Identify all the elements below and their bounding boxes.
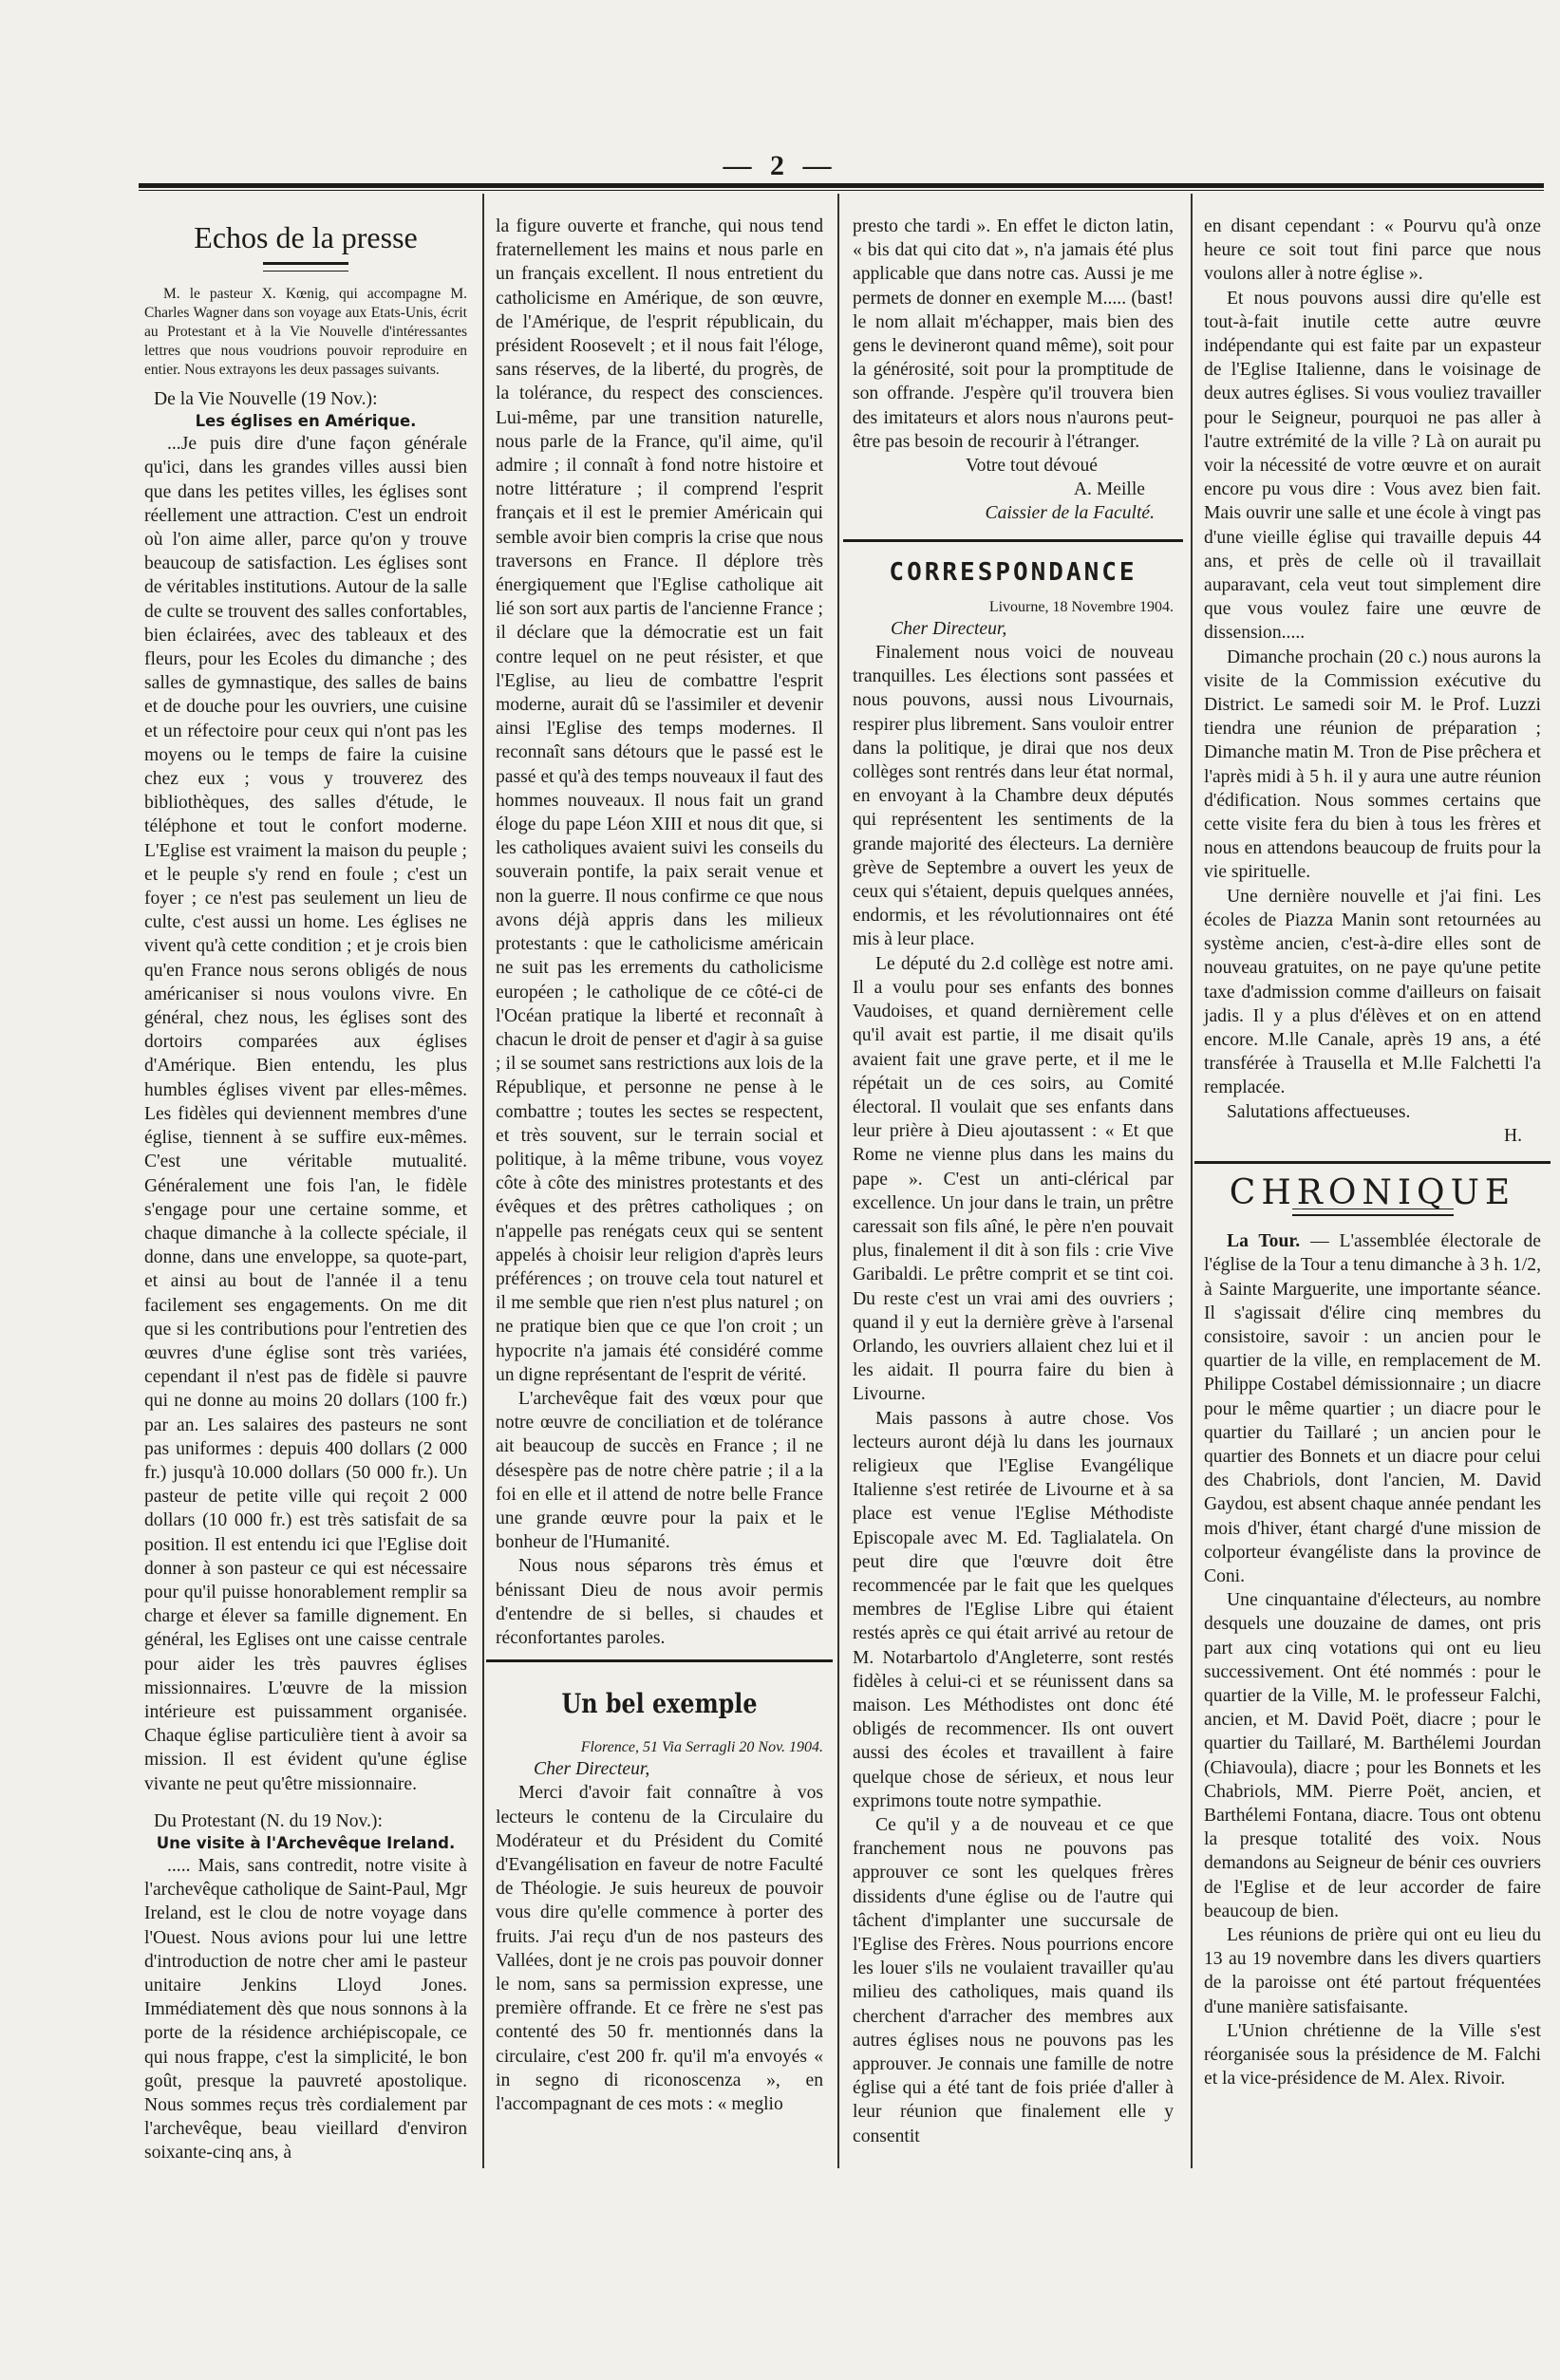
dateline: Livourne, 18 Novembre 1904. [988, 598, 1174, 615]
section-title-bel-exemple: Un bel exemple [561, 1688, 758, 1720]
paragraph: Merci d'avoir fait connaître à vos lecteurs le contenu de la Circulaire du Modérateur et du Président du Comité d'Evangélisation en faveur de notre Faculté de Théologie. Je suis heureux de pouvoir vous dire qu'elle commence à porter des fruits. J'ai reçu d'un de nos pasteurs des Vallées, dont je ne crois pas pouvoir donner le nom, sans sa permission expresse, une première offrande. Et ce frère ne s'est pas contenté des 50 fr. mentionnés dans la circulaire, c'est 200 fr. qu'il m'a envoyés « in segno di riconoscenza », en l'accompagnant de ces mots : « meglio [496, 1783, 823, 2115]
paragraph: Une cinquantaine d'électeurs, au nombre desquels une douzaine de dames, ont pris part aux cinq votations qui ont eu lieu successivement. Ont été nommés : pour le quartier de la Ville, M. le professeur Falchi, ancien, et M. David Poët, diacre ; pour le quartier du Taillaré, M. Barthélemi Jourdan (Chiavoula), diacre ; pour les Bonnets et les Chabriols, MM. Pierre Poët, ancien, et Barthélemi Fontana, diacre. Tous ont obtenu la presque totalité des voix. Nous demandons au Seigneur de bénir ces ouvriers de l'Eglise et de leur accorder de faire beaucoup de bien. [1204, 1590, 1541, 1921]
column-divider [1191, 194, 1193, 2168]
header-rule-thin [139, 190, 1544, 191]
salutation: Cher Directeur, [534, 1759, 650, 1780]
dateline: Florence, 51 Via Serragli 20 Nov. 1904. [580, 1739, 823, 1756]
section-rule [843, 539, 1183, 542]
column-2 [496, 215, 823, 2116]
signer-role: Caissier de la Faculté. [985, 503, 1155, 524]
column-3 [853, 215, 1174, 2148]
column-divider [482, 194, 484, 2168]
paragraph: ..... Mais, sans contredit, notre visite à l'archevêque catholique de Saint-Paul, Mgr Ireland, est le clou de notre voyage dans l'Ouest. Nous avions pour lui une lettre d'introduction de notre cher ami le pasteur unitaire Jenkins Lloyd Jones. Immédiatement dès que nous sonnons à la porte de la résidence archiépiscopale, ce qui nous frappe, c'est la simplicité, le bon goût, presque la pauvreté apostolique. Nous sommes reçus très cordialement par l'archevêque, beau vieillard d'environ soixante-cinq ans, à [144, 1855, 467, 2164]
paragraph: Une dernière nouvelle et j'ai fini. Les écoles de Piazza Manin sont retournées au système ancien, c'est-à-dire elles sont de nouveau gratuites, on ne paye qu'une petite taxe d'admission comme d'ailleurs on faisait jadis. Il y a plus d'élèves et on en attend encore. M.lle Canale, après 19 ans, a été transférée à Trausella et M.lle Falchetti l'a remplacée. [1204, 886, 1541, 1098]
signature: H. [1503, 1125, 1522, 1146]
subheading: Une visite à l'Archevêque Ireland. [156, 1833, 456, 1852]
section-title-echos: Echos de la presse [194, 220, 418, 254]
column-1 [144, 215, 467, 2165]
paragraph: Mais passons à autre chose. Vos lecteurs auront déjà lu dans les journaux religieux que l'Eglise Evangélique Italienne s'est retirée de Livourne et à sa place est venue l'Eglise Méthodiste Episcopale avec M. Ed. Taglialatela. On peut dire que l'œuvre doit être recommencée par le fait que les quelques membres de l'Eglise Libre qui étaient restés après ce qui était arrivé au retour de M. Notarbartolo d'Angleterre, sont restés fidèles à celui-ci et se réunissent dans sa maison. Les Méthodistes ont donc été obligés de recommencer. Ils ont ouvert aussi des écoles et travaillent à faire quelque chose de sérieux, et nous leur exprimons toute notre sympathie. [853, 1408, 1174, 1811]
salutation: Cher Directeur, [891, 618, 1007, 639]
section-rule [486, 1659, 833, 1662]
subheading: Les églises en Amérique. [195, 412, 417, 431]
paragraph: en disant cependant : « Pourvu qu'à onze heure ce soit tout fini parce que nous voulons aller à notre église ». [1204, 216, 1541, 285]
paragraph: Nous nous séparons très émus et bénissant Dieu de nous avoir permis d'entendre de si belles, si chaudes et réconfortantes paroles. [496, 1556, 823, 1648]
paragraph: Et nous pouvons aussi dire qu'elle est tout-à-fait inutile cette autre œuvre indépendante qui est faite par un expasteur de l'Eglise Italienne, dans le voisinage de deux autres églises. Si vous vouliez travailler pour le Seigneur, pourquoi ne pas aller à l'autre extrémité de la ville ? Là on aurait pu voir la nécessité de votre œuvre et on aurait encore pu vous dire : Vous avez bien fait. Mais ouvrir une salle et une école à vingt pas d'une vieille église qui travaille depuis 44 ans, et près de celle où il travaillait auparavant, cela veut tout simplement dire que vous voulez faire une œuvre de dissension..... [1204, 288, 1541, 644]
paragraph: Les réunions de prière qui ont eu lieu du 13 au 19 novembre dans les divers quartiers de la paroisse ont été partout fréquentées d'une manière satisfaisante. [1204, 1925, 1541, 2017]
column-4 [1204, 215, 1541, 2090]
signer: A. Meille [1073, 479, 1145, 500]
paragraph: ...Je puis dire d'une façon générale qu'ici, dans les grandes villes aussi bien que dans les petites villes, les églises sont réellement une attraction. C'est un endroit où l'on aime aller, parce qu'on y trouve beaucoup de satisfaction. Les églises sont de véritables institutions. Autour de la salle de culte se trouvent des salles confortables, bien éclairées, avec des tableaux et des fleurs, pour les Ecoles du dimanche ; des salles de gymnastique, des salles de bains et de douche pour les ouvriers, une cuisine et un réfectoire pour ceux qui n'ont pas les moyens ou le temps de faire la cuisine chez eux ; vous y trouverez des bibliothèques, des salles d'étude, le téléphone et tout le confort moderne. L'Eglise est vraiment la maison du peuple ; et le peuple s'y rend en foule ; c'est un foyer ; ce n'est pas seulement un lieu de culte, c'est aussi un home. Les églises ne vivent qu'à cette condition ; et je crois bien qu'en France nous serons obligés de nous américaniser si nous voulons vivre. En général, chez nous, les églises sont des dortoirs comparées aux églises d'Amérique. Bien entendu, les plus humbles églises vivent par elles-mêmes. Les fidèles qui deviennent membres d'une église, tiennent à se suffire eux-mêmes. C'est une véritable mutualité. Généralement une fois l'an, le fidèle s'engage pour une certaine somme, et chaque dimanche à la collecte spéciale, il donne, dans une enveloppe, sa quote-part, et ainsi au bout de l'année il a tenu facilement ses engagements. On me dit que si les contributions pour l'entretien des œuvres d'une église sont très variées, cependant il n'est pas de fidèle si pauvre qui ne donne au moins 20 dollars (100 fr.) par an. Les salaires des pasteurs ne sont pas uniformes : depuis 400 dollars (2 000 fr.) jusqu'à 10.000 dollars (50 000 fr.). Un pasteur de petite ville qui reçoit 2 000 dollars (10 000 fr.) est très satisfait de sa position. Il est entendu ici que l'Eglise doit donner à son pasteur ce qui est nécessaire pour qu'il puisse honorablement remplir sa charge et élever sa famille dignement. En général, les Eglises ont une caisse centrale pour aider les très pauvres églises missionnaires. L'œuvre de la mission intérieure est puissamment organisée. Chaque église particulière tient à avoir sa mission. Il est évident qu'une église vivante ne peut qu'être missionnaire. [144, 434, 467, 1794]
paragraph: Finalement nous voici de nouveau tranquilles. Les élections sont passées et nous pouvons, aussi nous Livournais, respirer plus librement. Sans vouloir entrer dans la politique, je dirai que nos deux collèges sont rentrés dans leur état normal, en envoyant à la Chambre deux députés qui représentent les sentiments de la grande majorité des électeurs. La dernière grève de Septembre a ouvert les yeux de ceux qui s'étaient, depuis quelques années, endormis, et les révolutionnaires ont été mis à leur place. [853, 643, 1174, 950]
closing: Votre tout dévoué [966, 456, 1098, 477]
section-rule [1194, 1161, 1551, 1164]
paragraph: L'Union chrétienne de la Ville s'est réorganisée sous la présidence de M. Falchi et la vice-présidence de M. Alex. Rivoir. [1204, 2020, 1541, 2090]
source-line: Du Protestant (N. du 19 Nov.): [154, 1810, 383, 1831]
page-number: — 2 — [723, 150, 837, 181]
paragraph: Ce qu'il y a de nouveau et ce que franchement nous ne pouvons pas approuver ce sont les quelques frères dissidents d'une église ou de l'autre qui tâchent d'implanter une succursale de l'Eglise des Frères. Nous pourrions encore les louer s'ils ne voulaient travailler qu'au milieu des catholiques, mais quand ils cherchent d'arracher des membres aux autres églises nous ne pouvons pas les approuver. Je connais une famille de notre église qui a été tant de fois priée d'aller à leur réunion que finalement elle y consentit [853, 1815, 1174, 2146]
paragraph: presto che tardi ». En effet le dicton latin, « bis dat qui cito dat », n'a jamais été plus applicable que dans notre cas. Aussi je me permets de donner en exemple M..... (bast! le nom allait m'échapper, mais bien des gens le devineront quand même), soit pour la générosité, soit pour la promptitude de son offrande. J'espère qu'il trouvera bien des imitateurs et alors nous n'aurons peut-être pas besoin de recourir à l'étranger. [853, 216, 1174, 452]
title-ornament [263, 262, 348, 272]
paragraph: L'archevêque fait des vœux pour que notre œuvre de conciliation et de tolérance ait beaucoup de succès en France ; il ne désespère pas de notre chère patrie ; il a la foi en elle et il attend de notre belle France une grande œuvre pour la paix et le bonheur de l'Humanité. [496, 1388, 823, 1553]
paragraph: Dimanche prochain (20 c.) nous aurons la visite de la Commission exécutive du District. Le samedi soir M. le Prof. Luzzi tiendra une réunion de préparation ; Dimanche matin M. Tron de Pise prêchera et l'après midi à 5 h. il y aura une autre réunion d'édification. Nous sommes certains que cette visite fera du bien à tous les frères et nous en attendons beaucoup de fruits pour la vie spirituelle. [1204, 647, 1541, 883]
header-rule [139, 183, 1544, 188]
column-divider [837, 194, 839, 2168]
paragraph-body: — L'assemblée électorale de l'église de la Tour a tenu dimanche à 3 h. 1/2, à Sainte Marguerite, une importante séance. Il s'agissait d'élire cinq membres du consistoire, savoir : un ancien pour le quartier de la ville, en remplacement de M. Philippe Costabel démissionnaire ; un diacre pour le même quartier ; un diacre pour le quartier du Taillaré ; un ancien pour le quartier des Bonnets et un diacre pour celui des Chabriols, dont l'ancien, M. David Gaydou, est absent chaque année pendant les mois d'hiver, étant chargé d'une mission de colporteur évangéliste dans la province de Coni. [1204, 1231, 1541, 1586]
paragraph: la figure ouverte et franche, qui nous tend fraternellement les mains et nous parle en un français excellent. Il nous entretient du catholicisme en Amérique, de son œuvre, de l'Amérique, de l'esprit républicain, du président Roosevelt ; et il nous fait l'éloge, sans réserves, de la liberté, du progrès, de la tolérance, du respect des consciences. Lui-même, par une transition naturelle, nous parle de la France, qu'il aime, qu'il admire ; il connaît à fond notre histoire et notre littérature ; il comprend l'esprit français et il est le premier Américain qui semble avoir bien compris la crise que nous traversons en France. Il déplore très énergiquement que l'Eglise catholique ait lié son sort aux partis de l'ancienne France ; il déclare que la démocratie est un fait contre lequel on ne peut résister, et que l'Eglise, au lieu de combattre l'esprit moderne, aurait dû se l'assimiler et devenir ainsi l'Eglise des temps modernes. Il reconnaît sans détours que le passé est le passé et qu'à des temps nouveaux il faut des hommes nouveaux. Il nous fait un grand éloge du pape Léon XIII et nous dit que, si les catholiques avaient suivi les conseils du souverain pontife, la paix serait venue et non la guerre. Il nous confirme ce que nous avons déjà appris dans les milieux protestants : que le catholicisme américain ne suit pas les errements du catholicisme européen ; le catholique de ce côté-ci de l'Océan pratique la liberté et reconnaît à chacun le droit de penser et d'agir à sa guise ; il se soumet sans restrictions aux lois de la République, et personne ne pense à le combattre ; toutes les sectes se respectent, et très souvent, sur le terrain social et politique, à la même tribune, vous voyez côte à côte des ministres protestants et des évêques et des prêtres catholiques ; on n'appelle pas renégats ceux qui se sentent appelés à choisir leur religion d'après leurs préférences ; on trouve cela tout naturel et il me semble que rien n'est plus naturel ; on ne pratique bien que ce que l'on croit ; un hypocrite n'a jamais été considéré comme un digne représentant de l'esprit de vérité. [496, 216, 823, 1385]
intro-note: M. le pasteur X. Kœnig, qui accompagne M. Charles Wagner dans son voyage aux Etats-Unis, écrit au Protestant et à la Vie Nouvelle d'intéressantes lettres que nous voudrions pouvoir reproduire en entier. Nous extrayons les deux passages suivants. [144, 286, 467, 378]
section-title-chronique: CHRONIQUE [1229, 1172, 1516, 1212]
place-lead: La Tour. [1227, 1231, 1301, 1252]
paragraph: Salutations affectueuses. [1227, 1101, 1411, 1122]
source-line: De la Vie Nouvelle (19 Nov.): [154, 389, 378, 409]
paragraph-la-tour [1204, 1229, 1541, 1588]
section-title-correspondance: CORRESPONDANCE [889, 557, 1137, 587]
paragraph: Le député du 2.d collège est notre ami. Il a voulu pour ses enfants des bonnes Vaudoises, et quand dernièrement celle qu'il avait est partie, il me disait qu'ils avaient fait une grave perte, et il me le répétait un de ces soirs, au Comité électoral. Il voulait que ses enfants dans leur prière à Dieu ajoutassent : « Et que Rome ne vienne plus dans les mains du pape ». C'est un anti-clérical par excellence. Un jour dans le train, un prêtre caressait son fils aîné, le père n'en pouvait plus, finalement il dit à son fils : crie Vive Garibaldi. Le prêtre comprit et se tint coi. Du reste c'est un vrai ami des ouvriers ; quand il y eut la dernière grève à l'arsenal Orlando, les ouvriers allaient chez lui et il les aidait. Il pourra faire du bien à Livourne. [853, 953, 1174, 1405]
